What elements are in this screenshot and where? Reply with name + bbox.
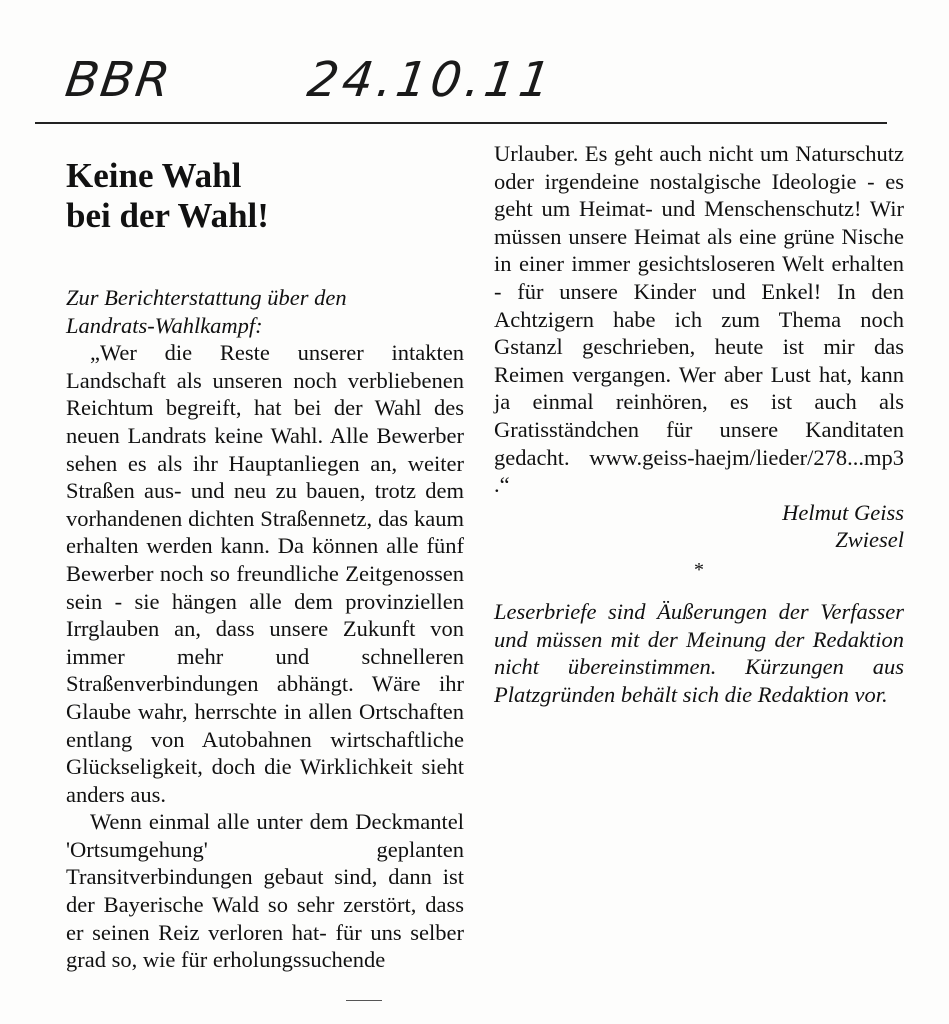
article-left-column	[66, 152, 464, 974]
body-paragraph-continued: Wenn einmal alle unter dem Deckmantel 'Ortsumgehung' geplanten Transitverbindungen gebaut sind, dann ist der Bayerische Wald so sehr zerstört, dass er seinen Reiz verloren hat- für uns selber grad so, wie für erholungssuchende	[66, 809, 464, 973]
handwritten-source: BBR	[62, 52, 176, 108]
subtitle-line-2: Landrats-Wahlkampf:	[66, 312, 263, 338]
editorial-disclaimer: Leserbriefe sind Äußerungen der Verfasser und müssen mit der Meinung der Redaktion nicht übereinstimmen. Kürzungen aus Platzgründen behält sich die Redaktion vor.	[494, 598, 904, 707]
body-paragraph: „Wer die Reste unserer intakten Landschaft als unseren noch verbliebenen Reichtum begreift, hat bei der Wahl des neuen Landrats keine Wahl. Alle Bewerber sehen es als ihr Hauptanliegen an, weiter Straßen aus- und neu zu bauen, trotz dem vorhandenen dichten Straßennetz, das kaum erhalten werden kann. Da können alle fünf Bewerber noch so freundliche Zeitgenossen sein - sie hängen alle dem provinziellen Irrglauben an, dass unsere Zukunft von immer mehr und schnelleren Straßenverbindungen abhängt. Wäre ihr Glaube wahr, herrschte in allen Ortschaften entlang von Autobahnen wirtschaftliche Glückseligkeit, doch die Wirklichkeit sieht anders aus.	[66, 340, 464, 807]
headline	[66, 156, 464, 236]
footer-rule	[346, 1000, 382, 1001]
handwritten-date: 24.10.11	[304, 52, 558, 108]
section-separator: *	[694, 558, 704, 581]
article-right-column	[494, 140, 904, 708]
subtitle-line-1: Zur Berichterstattung über den	[66, 285, 347, 310]
header-rule	[35, 122, 887, 124]
author-location: Zwiesel	[835, 527, 904, 553]
author-name: Helmut Geiss	[782, 499, 904, 525]
body-paragraph-overflow: Urlauber. Es geht auch nicht um Naturschutz oder irgendeine nostalgische Ideologie - es geht um Heimat- und Menschenschutz! Wir müssen unsere Heimat als eine grüne Nische in einer immer gesichtsloseren Welt erhalten - für unsere Kinder und Enkel! In den Achtzigern habe ich zum Thema noch Gstanzl geschrieben, heute ist mir das Reimen vergangen. Wer aber Lust hat, kann ja einmal reinhören, es ist auch als Gratisständchen für unsere Kanditaten gedacht. www.geiss-haejm/lieder/278...mp3 .“	[494, 141, 904, 498]
headline-line-1: Keine Wahl	[66, 156, 242, 195]
headline-line-2: bei der Wahl!	[66, 196, 269, 235]
